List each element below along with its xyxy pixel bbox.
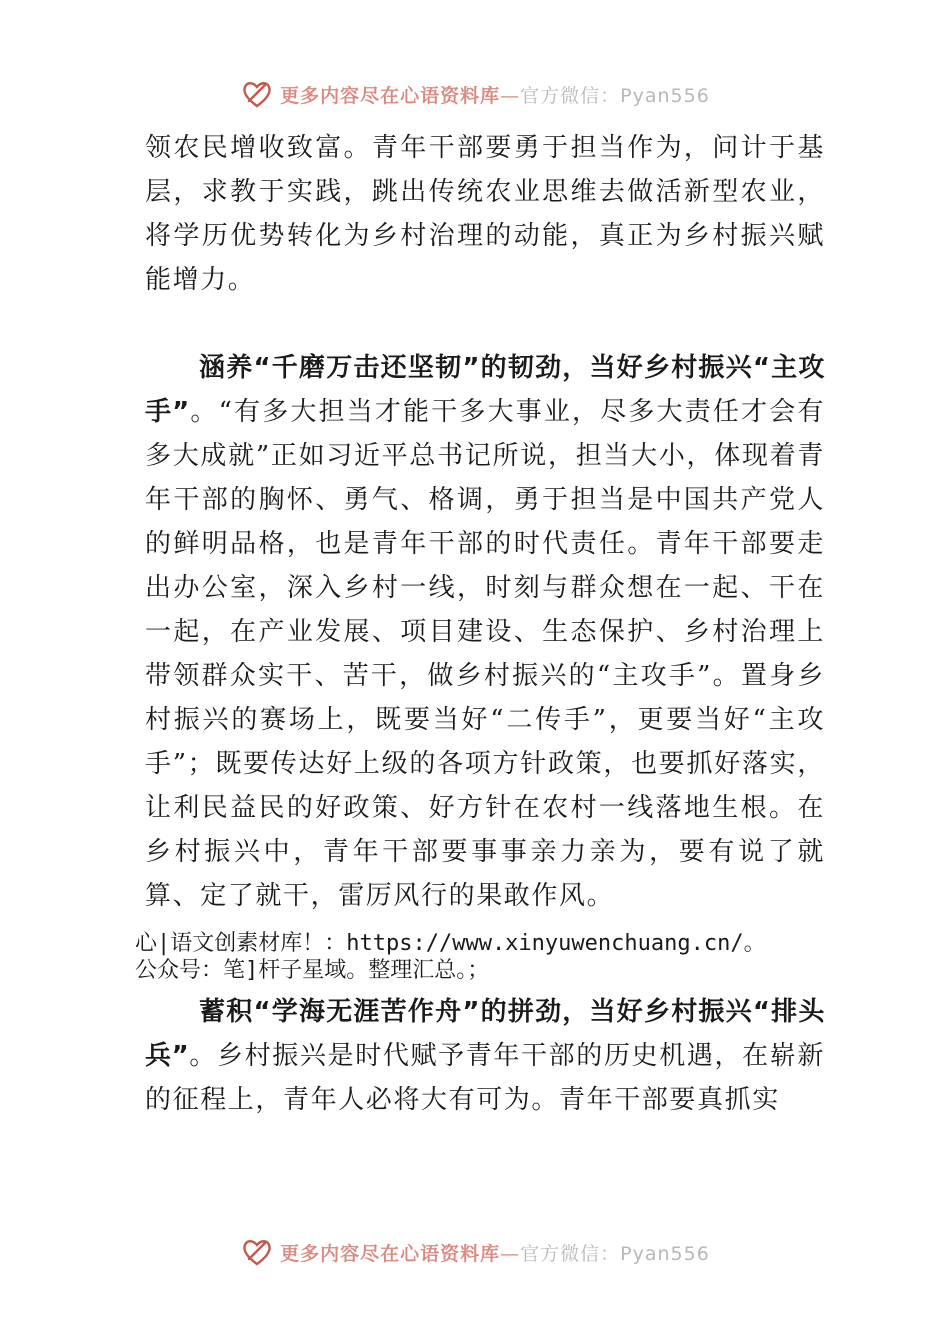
header-wechat: 官方微信：Pyan556 [520, 84, 710, 107]
footer-brand-text: 更多内容尽在心语资料库 [280, 1242, 501, 1265]
page-footer [0, 1228, 950, 1276]
paragraph-3-text: 。乡村振兴是时代赋予青年干部的历史机遇，在崭新的征程上，青年人必将大有可为。青年干部要真抓实 [145, 1041, 825, 1115]
watermark-text [135, 930, 835, 984]
page-header [0, 70, 950, 118]
paragraph-3-heading: 蓄积“学海无涯苦作舟”的拼劲，当好乡村振兴“排头兵” [145, 997, 825, 1071]
footer-brand [280, 1239, 710, 1266]
header-separator: — [500, 84, 521, 107]
heart-pen-logo-icon [240, 77, 274, 111]
watermark-line-1: 心|语文创素材库！：https://www.xinyuwenchuang.cn/。 [135, 931, 766, 956]
footer-separator: — [500, 1242, 521, 1265]
footer-wechat: 官方微信：Pyan556 [520, 1242, 710, 1265]
header-brand [280, 81, 710, 108]
watermark-line-2: 公众号：笔]杆子星域。整理汇总。； [135, 958, 490, 983]
document-body [145, 126, 825, 918]
paragraph-2 [145, 346, 825, 918]
paragraph-3 [145, 990, 825, 1122]
paragraph-1: 领农民增收致富。青年干部要勇于担当作为，问计于基层，求教于实践，跳出传统农业思维去做活新型农业，将学历优势转化为乡村治理的动能，真正为乡村振兴赋能增力。 [145, 133, 825, 295]
heart-pen-logo-icon [240, 1235, 274, 1269]
header-brand-text: 更多内容尽在心语资料库 [280, 84, 501, 107]
paragraph-2-text: 。“有多大担当才能干多大事业，尽多大责任才会有多大成就”正如习近平总书记所说，担当大小，体现着青年干部的胸怀、勇气、格调，勇于担当是中国共产党人的鲜明品格，也是青年干部的时代责任。青年干部要走出办公室，深入乡村一线，时刻与群众想在一起、干在一起，在产业发展、项目建设、生态保护、乡村治理上带领群众实干、苦干，做乡村振兴的“主攻手”。置身乡村振兴的赛场上，既要当好“二传手”，更要当好“主攻手”；既要传达好上级的各项方针政策，也要抓好落实，让利民益民的好政策、好方针在农村一线落地生根。在乡村振兴中，青年干部要事事亲力亲为，要有说了就算、定了就干，雷厉风行的果敢作风。 [145, 397, 825, 911]
document-body-continued [145, 990, 825, 1122]
paragraph-2-heading: 涵养“千磨万击还坚韧”的韧劲，当好乡村振兴“主攻手” [145, 353, 825, 427]
